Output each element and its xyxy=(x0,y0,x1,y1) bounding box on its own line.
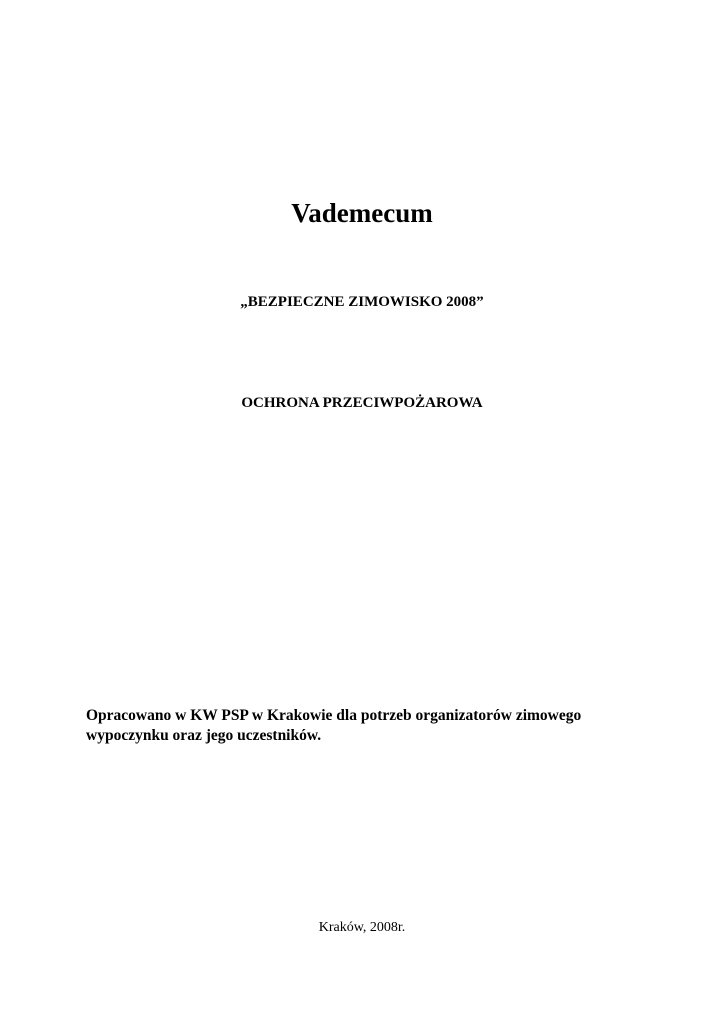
document-subtitle: „BEZPIECZNE ZIMOWISKO 2008” xyxy=(240,294,484,310)
section-heading: OCHRONA PRZECIWPOŻAROWA xyxy=(241,395,483,411)
prepared-by-note xyxy=(86,706,646,746)
prepared-by-line-1: Opracowano w KW PSP w Krakowie dla potrzeb organizatorów zimowego xyxy=(86,707,582,724)
prepared-by-line-2: wypoczynku oraz jego uczestników. xyxy=(86,727,322,744)
document-title: Vademecum xyxy=(291,198,433,228)
place-and-date: Kraków, 2008r. xyxy=(318,920,406,935)
